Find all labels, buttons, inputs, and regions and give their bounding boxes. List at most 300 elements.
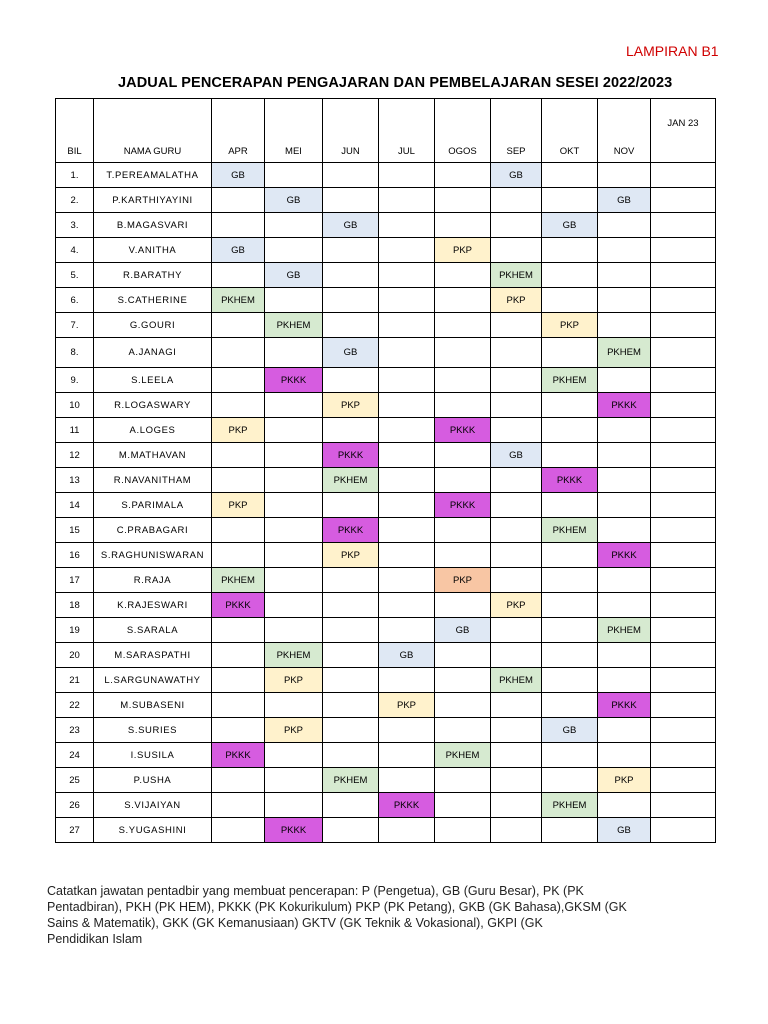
table-body	[56, 163, 716, 843]
table-row	[56, 393, 716, 418]
schedule-cell	[435, 693, 491, 718]
table-row	[56, 768, 716, 793]
teacher-name: B.MAGASVARI	[94, 213, 212, 238]
row-number: 9.	[56, 368, 94, 393]
schedule-cell	[435, 213, 491, 238]
schedule-cell	[323, 593, 379, 618]
schedule-cell	[265, 618, 323, 643]
schedule-cell	[265, 338, 323, 368]
schedule-cell	[598, 288, 651, 313]
schedule-cell	[435, 818, 491, 843]
schedule-cell	[542, 188, 598, 213]
schedule-cell: PKKK	[435, 493, 491, 518]
schedule-cell	[379, 568, 435, 593]
schedule-cell: PKP	[323, 543, 379, 568]
teacher-name: S.SURIES	[94, 718, 212, 743]
row-number: 14	[56, 493, 94, 518]
row-number: 22	[56, 693, 94, 718]
teacher-name: M.SARASPATHI	[94, 643, 212, 668]
schedule-cell	[212, 263, 265, 288]
teacher-name: I.SUSILA	[94, 743, 212, 768]
schedule-cell	[435, 468, 491, 493]
schedule-cell	[598, 213, 651, 238]
schedule-cell: PKHEM	[542, 793, 598, 818]
teacher-name: A.JANAGI	[94, 338, 212, 368]
schedule-cell	[491, 768, 542, 793]
table-row	[56, 743, 716, 768]
schedule-cell: GB	[542, 718, 598, 743]
teacher-name: M.SUBASENI	[94, 693, 212, 718]
header-month: MEI	[265, 99, 323, 163]
header-month: OKT	[542, 99, 598, 163]
schedule-cell	[212, 618, 265, 643]
schedule-cell	[542, 288, 598, 313]
schedule-cell	[379, 288, 435, 313]
schedule-cell	[265, 468, 323, 493]
schedule-cell	[435, 543, 491, 568]
schedule-cell: GB	[265, 188, 323, 213]
schedule-cell	[212, 543, 265, 568]
schedule-cell	[323, 288, 379, 313]
schedule-cell	[379, 743, 435, 768]
schedule-cell	[598, 743, 651, 768]
teacher-name: R.RAJA	[94, 568, 212, 593]
schedule-cell: PKKK	[379, 793, 435, 818]
schedule-cell	[542, 418, 598, 443]
schedule-cell: PKHEM	[212, 568, 265, 593]
table-row	[56, 518, 716, 543]
schedule-cell: PKKK	[323, 518, 379, 543]
schedule-cell	[542, 768, 598, 793]
schedule-cell	[212, 313, 265, 338]
row-number: 23	[56, 718, 94, 743]
schedule-cell	[651, 618, 716, 643]
schedule-cell	[323, 188, 379, 213]
schedule-cell	[542, 818, 598, 843]
schedule-cell	[379, 468, 435, 493]
table-row	[56, 593, 716, 618]
schedule-cell: PKHEM	[435, 743, 491, 768]
table-row	[56, 468, 716, 493]
teacher-name: S.CATHERINE	[94, 288, 212, 313]
schedule-cell	[379, 818, 435, 843]
teacher-name: S.VIJAIYAN	[94, 793, 212, 818]
schedule-cell	[323, 163, 379, 188]
schedule-cell: PKP	[265, 718, 323, 743]
schedule-cell: GB	[265, 263, 323, 288]
teacher-name: K.RAJESWARI	[94, 593, 212, 618]
lampiran-label: LAMPIRAN B1	[626, 43, 719, 59]
schedule-cell: PKKK	[542, 468, 598, 493]
schedule-cell	[265, 793, 323, 818]
schedule-cell	[651, 288, 716, 313]
schedule-cell	[435, 518, 491, 543]
schedule-cell	[598, 468, 651, 493]
table-row	[56, 493, 716, 518]
schedule-cell	[542, 593, 598, 618]
schedule-cell	[491, 338, 542, 368]
schedule-cell: PKP	[542, 313, 598, 338]
schedule-cell: PKHEM	[542, 518, 598, 543]
schedule-cell	[651, 818, 716, 843]
table-row	[56, 643, 716, 668]
header-nama-guru: NAMA GURU	[94, 99, 212, 163]
schedule-cell: PKP	[491, 288, 542, 313]
schedule-cell	[598, 418, 651, 443]
schedule-cell	[379, 263, 435, 288]
schedule-cell	[491, 618, 542, 643]
schedule-cell	[265, 743, 323, 768]
schedule-cell: PKKK	[598, 693, 651, 718]
schedule-cell: PKKK	[212, 743, 265, 768]
schedule-cell	[651, 543, 716, 568]
schedule-cell	[491, 543, 542, 568]
schedule-cell	[651, 163, 716, 188]
table-row	[56, 618, 716, 643]
schedule-cell	[265, 418, 323, 443]
schedule-cell	[435, 338, 491, 368]
schedule-cell	[491, 188, 542, 213]
schedule-cell: PKKK	[265, 368, 323, 393]
schedule-cell: PKKK	[435, 418, 491, 443]
schedule-cell	[265, 163, 323, 188]
row-number: 17	[56, 568, 94, 593]
schedule-cell	[435, 768, 491, 793]
schedule-cell	[435, 313, 491, 338]
row-number: 27	[56, 818, 94, 843]
schedule-cell	[212, 818, 265, 843]
schedule-cell	[598, 263, 651, 288]
schedule-cell	[379, 518, 435, 543]
schedule-cell	[598, 238, 651, 263]
schedule-cell	[265, 518, 323, 543]
schedule-cell	[265, 768, 323, 793]
schedule-cell	[651, 443, 716, 468]
schedule-cell	[491, 693, 542, 718]
schedule-cell	[598, 493, 651, 518]
schedule-cell	[542, 238, 598, 263]
schedule-cell	[323, 263, 379, 288]
schedule-cell	[651, 338, 716, 368]
schedule-cell	[491, 493, 542, 518]
schedule-cell	[212, 443, 265, 468]
schedule-cell	[491, 718, 542, 743]
schedule-cell	[542, 668, 598, 693]
schedule-cell	[323, 313, 379, 338]
schedule-cell: GB	[491, 443, 542, 468]
schedule-cell	[598, 518, 651, 543]
row-number: 10	[56, 393, 94, 418]
row-number: 5.	[56, 263, 94, 288]
schedule-cell: PKHEM	[598, 338, 651, 368]
schedule-cell	[435, 593, 491, 618]
teacher-name: S.YUGASHINI	[94, 818, 212, 843]
schedule-cell: PKKK	[323, 443, 379, 468]
row-number: 18	[56, 593, 94, 618]
schedule-cell	[598, 368, 651, 393]
header-month: OGOS	[435, 99, 491, 163]
schedule-cell: PKHEM	[212, 288, 265, 313]
row-number: 26	[56, 793, 94, 818]
row-number: 2.	[56, 188, 94, 213]
schedule-cell	[323, 493, 379, 518]
schedule-cell	[323, 368, 379, 393]
schedule-cell	[379, 238, 435, 263]
schedule-cell	[435, 163, 491, 188]
table-row	[56, 368, 716, 393]
schedule-cell	[323, 743, 379, 768]
schedule-cell	[265, 593, 323, 618]
teacher-name: V.ANITHA	[94, 238, 212, 263]
teacher-name: M.MATHAVAN	[94, 443, 212, 468]
teacher-name: S.RAGHUNISWARAN	[94, 543, 212, 568]
schedule-cell	[542, 393, 598, 418]
schedule-cell	[212, 643, 265, 668]
table-row	[56, 213, 716, 238]
schedule-cell	[435, 643, 491, 668]
schedule-cell	[435, 263, 491, 288]
row-number: 6.	[56, 288, 94, 313]
schedule-cell: PKP	[323, 393, 379, 418]
schedule-cell	[491, 743, 542, 768]
schedule-cell: PKP	[212, 493, 265, 518]
schedule-cell	[265, 493, 323, 518]
schedule-cell	[435, 368, 491, 393]
teacher-name: S.LEELA	[94, 368, 212, 393]
table-row	[56, 238, 716, 263]
schedule-cell: GB	[379, 643, 435, 668]
schedule-cell	[435, 793, 491, 818]
schedule-cell: PKP	[435, 568, 491, 593]
schedule-cell	[212, 793, 265, 818]
row-number: 4.	[56, 238, 94, 263]
schedule-cell	[651, 743, 716, 768]
schedule-cell: PKKK	[265, 818, 323, 843]
table-row	[56, 263, 716, 288]
schedule-cell: GB	[491, 163, 542, 188]
schedule-cell	[379, 618, 435, 643]
schedule-cell	[491, 643, 542, 668]
schedule-cell	[598, 668, 651, 693]
schedule-cell	[265, 238, 323, 263]
schedule-cell: GB	[598, 818, 651, 843]
schedule-cell	[651, 368, 716, 393]
schedule-cell: PKP	[265, 668, 323, 693]
schedule-cell	[379, 313, 435, 338]
table-header-row	[56, 99, 716, 163]
schedule-cell	[651, 793, 716, 818]
schedule-cell	[491, 518, 542, 543]
schedule-cell	[542, 443, 598, 468]
schedule-cell	[651, 768, 716, 793]
schedule-cell	[542, 163, 598, 188]
row-number: 15	[56, 518, 94, 543]
schedule-cell	[598, 163, 651, 188]
schedule-cell	[491, 418, 542, 443]
schedule-cell	[323, 818, 379, 843]
schedule-cell	[265, 393, 323, 418]
schedule-cell	[598, 313, 651, 338]
schedule-cell: PKP	[491, 593, 542, 618]
schedule-cell	[598, 593, 651, 618]
header-month: APR	[212, 99, 265, 163]
schedule-cell	[491, 468, 542, 493]
schedule-cell	[651, 493, 716, 518]
schedule-cell	[212, 518, 265, 543]
schedule-cell: PKP	[435, 238, 491, 263]
schedule-cell	[323, 718, 379, 743]
schedule-cell: PKP	[212, 418, 265, 443]
schedule-cell	[542, 568, 598, 593]
table-row	[56, 668, 716, 693]
schedule-cell: PKKK	[598, 543, 651, 568]
schedule-cell: GB	[323, 213, 379, 238]
header-month: JUL	[379, 99, 435, 163]
schedule-cell	[323, 793, 379, 818]
schedule-cell	[651, 518, 716, 543]
schedule-cell: PKHEM	[491, 668, 542, 693]
schedule-cell	[212, 213, 265, 238]
teacher-name: R.LOGASWARY	[94, 393, 212, 418]
schedule-cell	[651, 188, 716, 213]
table-row	[56, 793, 716, 818]
schedule-cell	[651, 213, 716, 238]
schedule-cell	[491, 818, 542, 843]
teacher-name: G.GOURI	[94, 313, 212, 338]
schedule-cell	[598, 793, 651, 818]
table-row	[56, 288, 716, 313]
schedule-cell	[651, 418, 716, 443]
schedule-cell	[379, 418, 435, 443]
schedule-cell	[212, 668, 265, 693]
schedule-cell	[323, 693, 379, 718]
schedule-cell	[598, 643, 651, 668]
header-month: SEP	[491, 99, 542, 163]
schedule-cell	[265, 693, 323, 718]
schedule-cell	[598, 443, 651, 468]
schedule-cell	[212, 693, 265, 718]
teacher-name: L.SARGUNAWATHY	[94, 668, 212, 693]
row-number: 24	[56, 743, 94, 768]
row-number: 7.	[56, 313, 94, 338]
teacher-name: P.USHA	[94, 768, 212, 793]
row-number: 12	[56, 443, 94, 468]
schedule-cell	[435, 288, 491, 313]
schedule-cell	[491, 313, 542, 338]
table-row	[56, 418, 716, 443]
schedule-cell	[542, 743, 598, 768]
schedule-cell: PKHEM	[598, 618, 651, 643]
table-row	[56, 188, 716, 213]
schedule-cell	[542, 543, 598, 568]
schedule-cell	[379, 718, 435, 743]
schedule-cell: GB	[212, 163, 265, 188]
schedule-cell	[491, 238, 542, 263]
schedule-cell	[542, 263, 598, 288]
schedule-cell	[651, 263, 716, 288]
schedule-cell: PKKK	[212, 593, 265, 618]
row-number: 3.	[56, 213, 94, 238]
schedule-cell: GB	[542, 213, 598, 238]
schedule-cell	[379, 768, 435, 793]
header-month: JUN	[323, 99, 379, 163]
teacher-name: P.KARTHIYAYINI	[94, 188, 212, 213]
schedule-cell	[491, 568, 542, 593]
row-number: 20	[56, 643, 94, 668]
schedule-cell	[323, 418, 379, 443]
header-month: JAN 23	[651, 99, 716, 163]
schedule-cell	[542, 338, 598, 368]
schedule-cell	[651, 393, 716, 418]
schedule-cell	[651, 313, 716, 338]
header-bil: BIL	[56, 99, 94, 163]
schedule-cell	[542, 643, 598, 668]
row-number: 1.	[56, 163, 94, 188]
footnote: Catatkan jawatan pentadbir yang membuat pencerapan: P (Pengetua), GB (Guru Besar), PK (PK Pentadbiran), PKH (PK HEM), PKKK (PK Kokurikulum) PKP (PK Petang), GKB (GK Bahasa),GKSM (GK Sains & Matematik), GKK (GK Kemanusiaan) GKTV (GK Teknik & Vokasional), GKPI (GK Pendidikan Islam	[47, 884, 627, 946]
schedule-cell	[651, 693, 716, 718]
table-row	[56, 163, 716, 188]
schedule-cell	[212, 368, 265, 393]
teacher-name: R.BARATHY	[94, 263, 212, 288]
teacher-name: C.PRABAGARI	[94, 518, 212, 543]
schedule-cell: PKP	[598, 768, 651, 793]
table-row	[56, 818, 716, 843]
table-row	[56, 338, 716, 368]
table-row	[56, 718, 716, 743]
schedule-cell: PKHEM	[542, 368, 598, 393]
schedule-cell	[435, 393, 491, 418]
schedule-cell	[212, 768, 265, 793]
schedule-cell	[651, 668, 716, 693]
row-number: 25	[56, 768, 94, 793]
schedule-cell	[323, 238, 379, 263]
schedule-cell	[379, 668, 435, 693]
schedule-cell	[212, 468, 265, 493]
row-number: 21	[56, 668, 94, 693]
schedule-cell	[323, 568, 379, 593]
schedule-cell	[212, 718, 265, 743]
schedule-cell	[265, 568, 323, 593]
schedule-cell	[379, 213, 435, 238]
schedule-cell	[379, 543, 435, 568]
schedule-cell	[379, 188, 435, 213]
schedule-cell	[542, 618, 598, 643]
schedule-cell	[491, 368, 542, 393]
schedule-cell	[265, 213, 323, 238]
schedule-cell: PKHEM	[323, 468, 379, 493]
schedule-cell	[379, 393, 435, 418]
schedule-cell: GB	[598, 188, 651, 213]
teacher-name: T.PEREAMALATHA	[94, 163, 212, 188]
schedule-cell: GB	[323, 338, 379, 368]
schedule-cell	[491, 793, 542, 818]
schedule-cell	[435, 718, 491, 743]
schedule-cell	[435, 188, 491, 213]
schedule-cell	[651, 468, 716, 493]
row-number: 13	[56, 468, 94, 493]
schedule-cell	[542, 493, 598, 518]
schedule-cell	[265, 288, 323, 313]
schedule-cell	[491, 393, 542, 418]
table-row	[56, 313, 716, 338]
schedule-cell	[435, 443, 491, 468]
schedule-cell	[542, 693, 598, 718]
schedule-cell	[265, 543, 323, 568]
table-row	[56, 693, 716, 718]
table-row	[56, 443, 716, 468]
header-month: NOV	[598, 99, 651, 163]
schedule-cell	[491, 213, 542, 238]
